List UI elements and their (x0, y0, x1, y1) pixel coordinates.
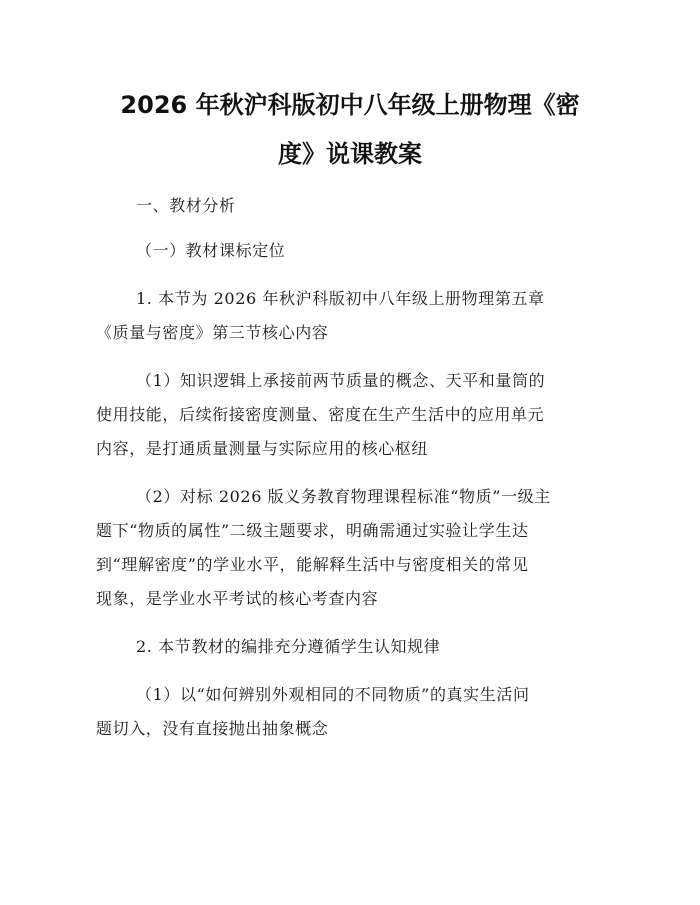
document-title-line-1: 2026 年秋沪科版初中八年级上册物理《密 (120, 91, 580, 119)
item-1-line-2: 《质量与密度》第三节核心内容 (96, 323, 329, 342)
item-1-2-line-4: 现象，是学业水平考试的核心考查内容 (96, 589, 379, 608)
section-heading-textbook-analysis: 一、教材分析 (136, 196, 236, 215)
item-1-1-line-1: （1）知识逻辑上承接前两节质量的概念、天平和量筒的 (136, 371, 546, 390)
item-1-1-line-3: 内容，是打通质量测量与实际应用的核心枢纽 (96, 439, 429, 458)
item-1-1-line-2: 使用技能，后续衔接密度测量、密度在生产生活中的应用单元 (96, 405, 545, 424)
item-2-1-line-1: （1）以“如何辨别外观相同的不同物质”的真实生活问 (136, 685, 530, 704)
item-2-1-line-2: 题切入，没有直接抛出抽象概念 (96, 719, 329, 738)
item-1-2-line-2: 题下“物质的属性”二级主题要求，明确需通过实验让学生达 (96, 521, 529, 540)
item-1-line-1: 1. 本节为 2026 年秋沪科版初中八年级上册物理第五章 (136, 289, 545, 308)
item-2-line-1: 2. 本节教材的编排充分遵循学生认知规律 (136, 637, 441, 656)
subsection-heading-curriculum-position: （一）教材课标定位 (136, 241, 286, 260)
item-1-2-line-1: （2）对标 2026 版义务教育物理课程标准“物质”一级主 (136, 487, 551, 506)
item-1-2-line-3: 到“理解密度”的学业水平，能解释生活中与密度相关的常见 (96, 555, 529, 574)
document-title-line-2: 度》说课教案 (278, 140, 422, 168)
